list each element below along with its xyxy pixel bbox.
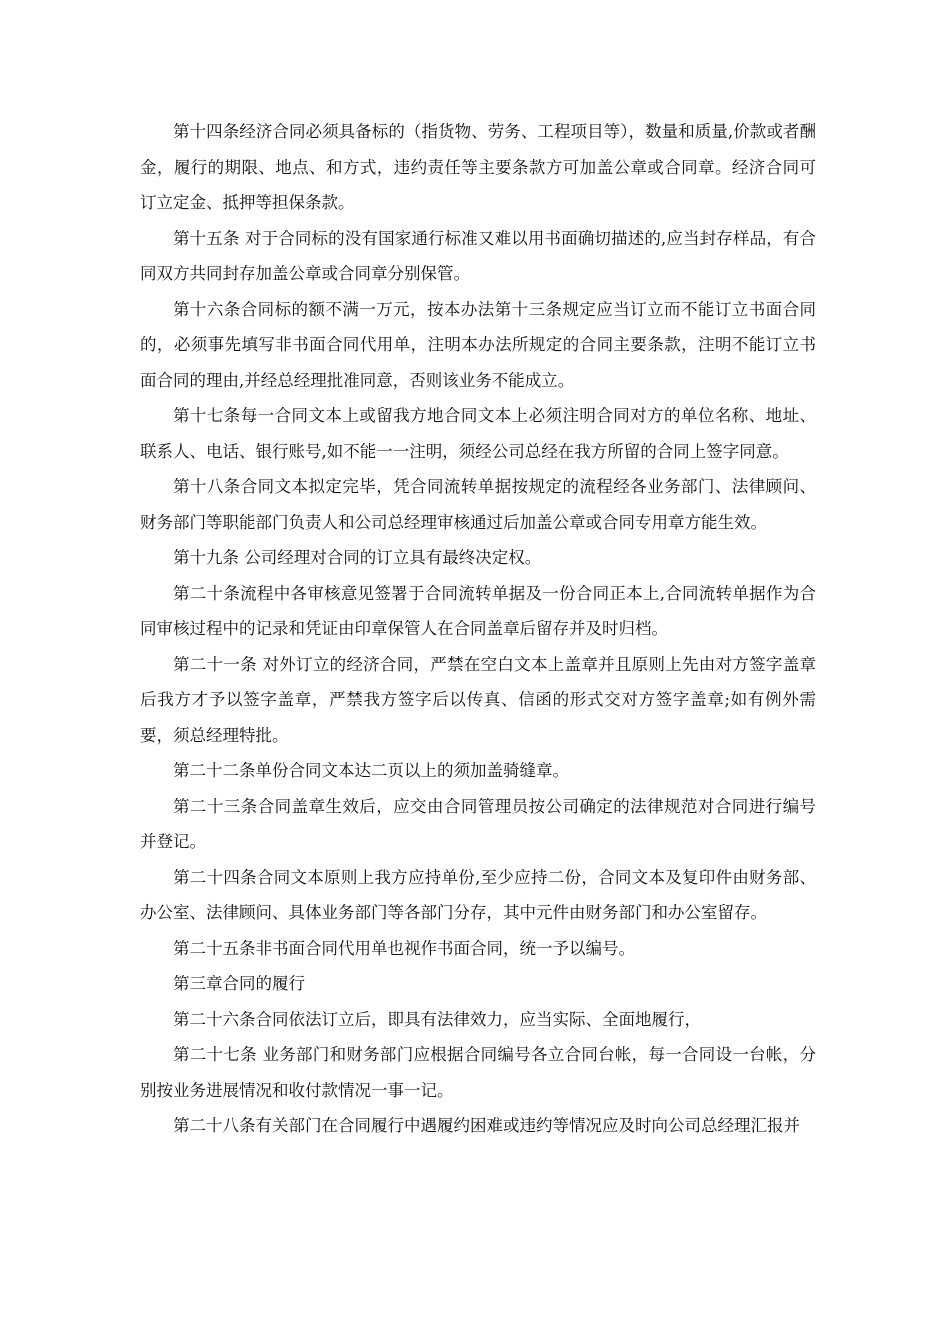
article-25: 第二十五条非书面合同代用单也视作书面合同，统一予以编号。 — [173, 938, 635, 958]
article-28: 第二十八条有关部门在合同履行中遇履约困难或违约等情况应及时向公司总经理汇报并 — [173, 1116, 800, 1135]
document-body — [140, 114, 816, 1144]
article-15: 第十五条 对于合同标的没有国家通行标准又难以用书面确切描述的,应当封存样品，有合同双方共同封存加盖公章或合同章分别保管。 — [140, 228, 816, 283]
article-14: 第十四条经济合同必须具备标的（指货物、劳务、工程项目等），数量和质量,价款或者酬金，履行的期限、地点、和方式，违约责任等主要条款方可加盖公章或合同章。经济合同可订立定金、抵押等担保条款。 — [140, 122, 816, 212]
article-23: 第二十三条合同盖章生效后，应交由合同管理员按公司确定的法律规范对合同进行编号并登记。 — [140, 796, 816, 851]
article-21: 第二十一条 对外订立的经济合同，严禁在空白文本上盖章并且原则上先由对方签字盖章后我方才予以签字盖章，严禁我方签字后以传真、信函的形式交对方签字盖章;如有例外需要，须总经理特批。 — [140, 654, 816, 745]
article-22: 第二十二条单份合同文本达二页以上的须加盖骑缝章。 — [173, 761, 569, 780]
article-20: 第二十条流程中各审核意见签署于合同流转单据及一份合同正本上,合同流转单据作为合同审核过程中的记录和凭证由印章保管人在合同盖章后留存并及时归档。 — [140, 583, 816, 638]
article-16: 第十六条合同标的额不满一万元，按本办法第十三条规定应当订立而不能订立书面合同的，必须事先填写非书面合同代用单，注明本办法所规定的合同主要条款，注明不能订立书面合同的理由,并经总经理批准同意，否则该业务不能成立。 — [140, 299, 816, 390]
article-26: 第二十六条合同依法订立后，即具有法律效力，应当实际、全面地履行， — [173, 1009, 701, 1029]
article-18: 第十八条合同文本拟定完毕，凭合同流转单据按规定的流程经各业务部门、法律顾问、财务部门等职能部门负责人和公司总经理审核通过后加盖公章或合同专用章方能生效。 — [140, 477, 816, 532]
article-27: 第二十七条 业务部门和财务部门应根据合同编号各立合同台帐，每一合同设一台帐，分别按业务进展情况和收付款情况一事一记。 — [140, 1045, 816, 1100]
article-24: 第二十四条合同文本原则上我方应持单份,至少应持二份，合同文本及复印件由财务部、办公室、法律顾问、具体业务部门等各部门分存，其中元件由财务部门和办公室留存。 — [140, 867, 816, 922]
article-19: 第十九条 公司经理对合同的订立具有最终决定权。 — [173, 548, 542, 567]
article-17: 第十七条每一合同文本上或留我方地合同文本上必须注明合同对方的单位名称、地址、联系人、电话、银行账号,如不能一一注明，须经公司总经在我方所留的合同上签字同意。 — [140, 406, 816, 461]
chapter-3-heading: 第三章合同的履行 — [173, 974, 305, 993]
